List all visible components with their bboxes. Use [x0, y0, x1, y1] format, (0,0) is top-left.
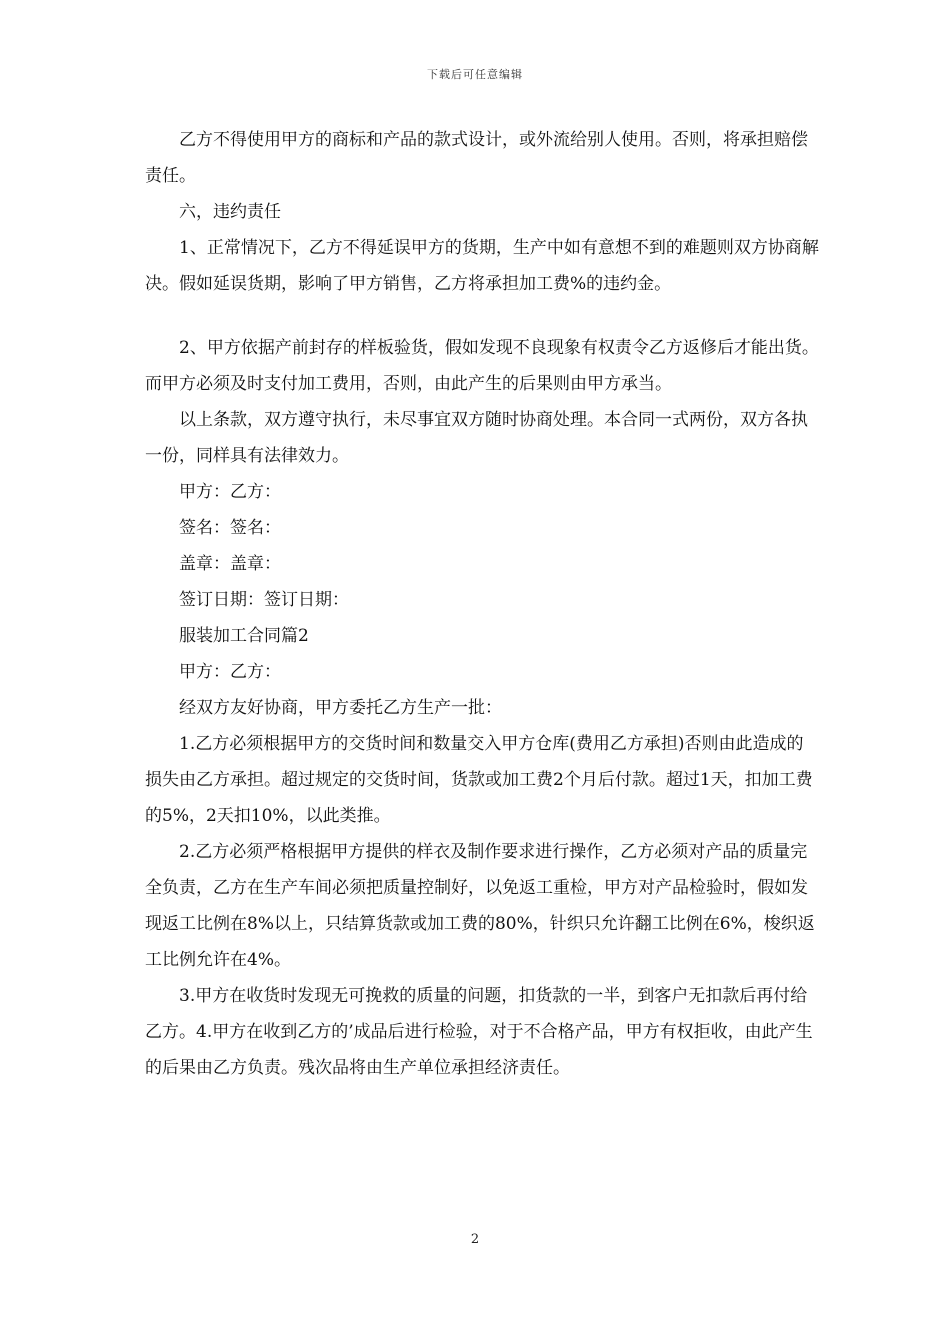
signature-date-line: 签订日期：签订日期：	[179, 590, 349, 610]
paragraph-trademark-clause: 乙方不得使用甲方的商标和产品的款式设计，或外流给别人使用。否则，将承担赔偿责任。	[145, 130, 808, 186]
document-body	[145, 122, 820, 1086]
paragraph-intro-2: 经双方友好协商，甲方委托乙方生产一批：	[179, 698, 502, 718]
clause-3-4: 3.甲方在收货时发现无可挽救的质量的问题，扣货款的一半，到客户无扣款后再付给乙方。4.甲方在收到乙方的’成品后进行检验，对于不合格产品，甲方有权拒收，由此产生的后果由乙方负责。残次品将由生产单位承担经济责任。	[145, 986, 813, 1078]
contract-title-2: 服装加工合同篇2	[179, 626, 309, 646]
page-number: 2	[470, 1232, 480, 1247]
section-heading-breach: 六，违约责任	[179, 202, 281, 222]
signature-sign-line: 签名：签名：	[179, 518, 281, 538]
signature-seal-line: 盖章：盖章：	[179, 554, 281, 574]
paragraph-breach-1: 1、正常情况下，乙方不得延误甲方的货期，生产中如有意想不到的难题则双方协商解决。假如延误货期，影响了甲方销售，乙方将承担加工费%的违约金。	[145, 238, 819, 294]
header-note: 下载后可任意编辑	[427, 68, 523, 81]
paragraph-closing-terms: 以上条款，双方遵守执行，未尽事宜双方随时协商处理。本合同一式两份，双方各执一份，同样具有法律效力。	[145, 410, 808, 466]
clause-1: 1.乙方必须根据甲方的交货时间和数量交入甲方仓库(费用乙方承担)否则由此造成的损失由乙方承担。超过规定的交货时间，货款或加工费2个月后付款。超过1天，扣加工费的5%，2天扣10%，以此类推。	[145, 734, 813, 826]
signature-party-line: 甲方：乙方：	[179, 482, 281, 502]
party-line-2: 甲方：乙方：	[179, 662, 281, 682]
paragraph-breach-2: 2、甲方依据产前封存的样板验货，假如发现不良现象有权责令乙方返修后才能出货。而甲方必须及时支付加工费用，否则，由此产生的后果则由甲方承当。	[145, 338, 819, 394]
clause-2: 2.乙方必须严格根据甲方提供的样衣及制作要求进行操作，乙方必须对产品的质量完全负责，乙方在生产车间必须把质量控制好，以免返工重检，甲方对产品检验时，假如发现返工比例在8%以上，只结算货款或加工费的80%，针织只允许翻工比例在6%，梭织返工比例允许在4%。	[145, 842, 815, 970]
